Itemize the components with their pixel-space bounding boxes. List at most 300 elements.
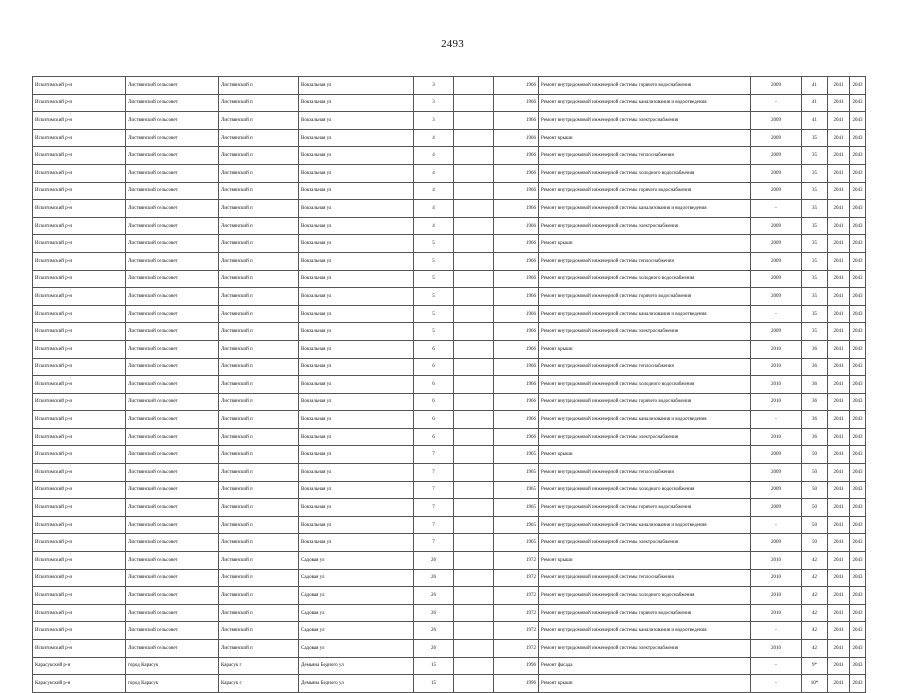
wear-percent-cell: 35 bbox=[802, 164, 828, 182]
district-cell: Искитимский р-н bbox=[33, 147, 126, 165]
table-row bbox=[33, 446, 866, 464]
district-cell: Искитимский р-н bbox=[33, 235, 126, 253]
last-repair-year-cell: 2009 bbox=[751, 217, 802, 235]
plan-start-year-cell: 2041 bbox=[828, 305, 850, 323]
build-year-cell: 1972 bbox=[494, 587, 539, 605]
plan-start-year-cell: 2041 bbox=[828, 587, 850, 605]
last-repair-year-cell: 2009 bbox=[751, 534, 802, 552]
plan-end-year-cell: 2043 bbox=[850, 200, 866, 218]
plan-start-year-cell: 2041 bbox=[828, 94, 850, 112]
table-row bbox=[33, 305, 866, 323]
last-repair-year-cell: 2010 bbox=[751, 569, 802, 587]
build-year-cell: 1972 bbox=[494, 604, 539, 622]
house-number-cell: 7 bbox=[414, 481, 454, 499]
plan-end-year-cell: 2043 bbox=[850, 129, 866, 147]
build-year-cell: 1966 bbox=[494, 323, 539, 341]
plan-end-year-cell: 2043 bbox=[850, 534, 866, 552]
work-type-cell: Ремонт внутридомовой инженерной системы электроснабжения bbox=[539, 217, 751, 235]
building-letter-cell bbox=[454, 481, 494, 499]
district-cell: Карасукский р-н bbox=[33, 657, 126, 675]
wear-percent-cell: 35 bbox=[802, 200, 828, 218]
build-year-cell: 1966 bbox=[494, 288, 539, 306]
table-row bbox=[33, 516, 866, 534]
wear-percent-cell: 50 bbox=[802, 534, 828, 552]
building-letter-cell bbox=[454, 411, 494, 429]
municipality-cell: Листвянский сельсовет bbox=[126, 604, 219, 622]
table-row bbox=[33, 657, 866, 675]
street-cell: Вокзальная ул bbox=[299, 516, 414, 534]
district-cell: Искитимский р-н bbox=[33, 428, 126, 446]
district-cell: Искитимский р-н bbox=[33, 411, 126, 429]
plan-start-year-cell: 2041 bbox=[828, 164, 850, 182]
building-letter-cell bbox=[454, 446, 494, 464]
district-cell: Искитимский р-н bbox=[33, 604, 126, 622]
municipality-cell: город Карасук bbox=[126, 675, 219, 693]
settlement-cell: Листвянский п bbox=[219, 587, 299, 605]
plan-end-year-cell: 2043 bbox=[850, 411, 866, 429]
house-number-cell: 15 bbox=[414, 657, 454, 675]
settlement-cell: Листвянский п bbox=[219, 534, 299, 552]
street-cell: Вокзальная ул bbox=[299, 358, 414, 376]
district-cell: Искитимский р-н bbox=[33, 164, 126, 182]
table-row bbox=[33, 200, 866, 218]
district-cell: Искитимский р-н bbox=[33, 94, 126, 112]
street-cell: Вокзальная ул bbox=[299, 288, 414, 306]
municipality-cell: Листвянский сельсовет bbox=[126, 270, 219, 288]
wear-percent-cell: 35 bbox=[802, 270, 828, 288]
work-type-cell: Ремонт внутридомовой инженерной системы холодного водоснабжения bbox=[539, 481, 751, 499]
last-repair-year-cell: - bbox=[751, 657, 802, 675]
settlement-cell: Листвянский п bbox=[219, 217, 299, 235]
plan-end-year-cell: 2043 bbox=[850, 112, 866, 130]
settlement-cell: Листвянский п bbox=[219, 164, 299, 182]
build-year-cell: 1965 bbox=[494, 499, 539, 517]
settlement-cell: Листвянский п bbox=[219, 516, 299, 534]
house-number-cell: 26 bbox=[414, 604, 454, 622]
settlement-cell: Листвянский п bbox=[219, 622, 299, 640]
plan-start-year-cell: 2041 bbox=[828, 340, 850, 358]
last-repair-year-cell: 2009 bbox=[751, 464, 802, 482]
building-letter-cell bbox=[454, 217, 494, 235]
settlement-cell: Листвянский п bbox=[219, 252, 299, 270]
build-year-cell: 1966 bbox=[494, 305, 539, 323]
municipality-cell: Листвянский сельсовет bbox=[126, 164, 219, 182]
building-letter-cell bbox=[454, 552, 494, 570]
plan-start-year-cell: 2041 bbox=[828, 217, 850, 235]
building-letter-cell bbox=[454, 323, 494, 341]
work-type-cell: Ремонт внутридомовой инженерной системы электроснабжения bbox=[539, 112, 751, 130]
district-cell: Искитимский р-н bbox=[33, 393, 126, 411]
street-cell: Садовая ул bbox=[299, 622, 414, 640]
wear-percent-cell: 42 bbox=[802, 640, 828, 658]
plan-end-year-cell: 2043 bbox=[850, 270, 866, 288]
wear-percent-cell: 50 bbox=[802, 481, 828, 499]
table-row bbox=[33, 411, 866, 429]
district-cell: Искитимский р-н bbox=[33, 516, 126, 534]
wear-percent-cell: 35 bbox=[802, 147, 828, 165]
street-cell: Демьяна Бедного ул bbox=[299, 675, 414, 693]
plan-end-year-cell: 2043 bbox=[850, 182, 866, 200]
wear-percent-cell: 50 bbox=[802, 464, 828, 482]
last-repair-year-cell: 2010 bbox=[751, 376, 802, 394]
work-type-cell: Ремонт внутридомовой инженерной системы горячего водоснабжения bbox=[539, 604, 751, 622]
plan-start-year-cell: 2041 bbox=[828, 200, 850, 218]
building-letter-cell bbox=[454, 235, 494, 253]
municipality-cell: Листвянский сельсовет bbox=[126, 411, 219, 429]
table-row bbox=[33, 358, 866, 376]
plan-end-year-cell: 2043 bbox=[850, 288, 866, 306]
municipality-cell: Листвянский сельсовет bbox=[126, 534, 219, 552]
build-year-cell: 1966 bbox=[494, 428, 539, 446]
house-number-cell: 26 bbox=[414, 552, 454, 570]
build-year-cell: 1965 bbox=[494, 446, 539, 464]
municipality-cell: Листвянский сельсовет bbox=[126, 147, 219, 165]
district-cell: Искитимский р-н bbox=[33, 288, 126, 306]
street-cell: Вокзальная ул bbox=[299, 464, 414, 482]
house-number-cell: 5 bbox=[414, 235, 454, 253]
build-year-cell: 1966 bbox=[494, 200, 539, 218]
last-repair-year-cell: 2009 bbox=[751, 252, 802, 270]
wear-percent-cell: 35 bbox=[802, 305, 828, 323]
municipality-cell: Листвянский сельсовет bbox=[126, 112, 219, 130]
work-type-cell: Ремонт крыши bbox=[539, 129, 751, 147]
plan-start-year-cell: 2041 bbox=[828, 640, 850, 658]
municipality-cell: Листвянский сельсовет bbox=[126, 393, 219, 411]
build-year-cell: 1966 bbox=[494, 129, 539, 147]
work-type-cell: Ремонт внутридомовой инженерной системы канализования и водоотведения bbox=[539, 516, 751, 534]
district-cell: Искитимский р-н bbox=[33, 77, 126, 95]
plan-end-year-cell: 2043 bbox=[850, 393, 866, 411]
build-year-cell: 1966 bbox=[494, 252, 539, 270]
work-type-cell: Ремонт внутридомовой инженерной системы канализования и водоотведения bbox=[539, 94, 751, 112]
work-type-cell: Ремонт внутридомовой инженерной системы теплоснабжения bbox=[539, 464, 751, 482]
plan-start-year-cell: 2041 bbox=[828, 323, 850, 341]
house-number-cell: 7 bbox=[414, 464, 454, 482]
plan-end-year-cell: 2043 bbox=[850, 94, 866, 112]
street-cell: Вокзальная ул bbox=[299, 411, 414, 429]
municipality-cell: Листвянский сельсовет bbox=[126, 640, 219, 658]
last-repair-year-cell: - bbox=[751, 622, 802, 640]
municipality-cell: Листвянский сельсовет bbox=[126, 358, 219, 376]
district-cell: Искитимский р-н bbox=[33, 305, 126, 323]
table-row bbox=[33, 552, 866, 570]
building-letter-cell bbox=[454, 657, 494, 675]
work-type-cell: Ремонт крыши bbox=[539, 675, 751, 693]
table-row bbox=[33, 164, 866, 182]
settlement-cell: Листвянский п bbox=[219, 464, 299, 482]
table-row bbox=[33, 604, 866, 622]
last-repair-year-cell: 2009 bbox=[751, 499, 802, 517]
wear-percent-cell: 41 bbox=[802, 94, 828, 112]
street-cell: Вокзальная ул bbox=[299, 446, 414, 464]
house-number-cell: 7 bbox=[414, 499, 454, 517]
wear-percent-cell: 36 bbox=[802, 340, 828, 358]
plan-start-year-cell: 2041 bbox=[828, 604, 850, 622]
municipality-cell: Листвянский сельсовет bbox=[126, 516, 219, 534]
last-repair-year-cell: 2009 bbox=[751, 270, 802, 288]
municipality-cell: Листвянский сельсовет bbox=[126, 376, 219, 394]
work-type-cell: Ремонт внутридомовой инженерной системы канализования и водоотведения bbox=[539, 200, 751, 218]
house-number-cell: 4 bbox=[414, 200, 454, 218]
district-cell: Искитимский р-н bbox=[33, 464, 126, 482]
house-number-cell: 5 bbox=[414, 288, 454, 306]
district-cell: Искитимский р-н bbox=[33, 552, 126, 570]
last-repair-year-cell: 2009 bbox=[751, 112, 802, 130]
build-year-cell: 1965 bbox=[494, 516, 539, 534]
plan-start-year-cell: 2041 bbox=[828, 675, 850, 693]
house-number-cell: 3 bbox=[414, 94, 454, 112]
plan-end-year-cell: 2043 bbox=[850, 164, 866, 182]
district-cell: Искитимский р-н bbox=[33, 534, 126, 552]
plan-start-year-cell: 2041 bbox=[828, 622, 850, 640]
plan-end-year-cell: 2043 bbox=[850, 358, 866, 376]
last-repair-year-cell: - bbox=[751, 516, 802, 534]
build-year-cell: 1966 bbox=[494, 270, 539, 288]
house-number-cell: 26 bbox=[414, 622, 454, 640]
work-type-cell: Ремонт крыши bbox=[539, 340, 751, 358]
municipality-cell: город Карасук bbox=[126, 657, 219, 675]
last-repair-year-cell: 2010 bbox=[751, 393, 802, 411]
house-number-cell: 15 bbox=[414, 675, 454, 693]
street-cell: Демьяна Бедного ул bbox=[299, 657, 414, 675]
work-type-cell: Ремонт внутридомовой инженерной системы горячего водоснабжения bbox=[539, 499, 751, 517]
settlement-cell: Листвянский п bbox=[219, 323, 299, 341]
table-row bbox=[33, 94, 866, 112]
house-number-cell: 4 bbox=[414, 129, 454, 147]
municipality-cell: Листвянский сельсовет bbox=[126, 252, 219, 270]
house-number-cell: 4 bbox=[414, 147, 454, 165]
house-number-cell: 5 bbox=[414, 270, 454, 288]
settlement-cell: Карасук г bbox=[219, 675, 299, 693]
last-repair-year-cell: 2009 bbox=[751, 323, 802, 341]
building-letter-cell bbox=[454, 288, 494, 306]
settlement-cell: Листвянский п bbox=[219, 235, 299, 253]
street-cell: Садовая ул bbox=[299, 587, 414, 605]
plan-start-year-cell: 2041 bbox=[828, 411, 850, 429]
building-letter-cell bbox=[454, 675, 494, 693]
plan-start-year-cell: 2041 bbox=[828, 481, 850, 499]
house-number-cell: 7 bbox=[414, 446, 454, 464]
table-row bbox=[33, 587, 866, 605]
settlement-cell: Карасук г bbox=[219, 657, 299, 675]
work-type-cell: Ремонт крыши bbox=[539, 235, 751, 253]
work-type-cell: Ремонт крыши bbox=[539, 446, 751, 464]
table-row bbox=[33, 235, 866, 253]
plan-end-year-cell: 2043 bbox=[850, 305, 866, 323]
street-cell: Вокзальная ул bbox=[299, 376, 414, 394]
settlement-cell: Листвянский п bbox=[219, 640, 299, 658]
building-letter-cell bbox=[454, 147, 494, 165]
wear-percent-cell: 35 bbox=[802, 252, 828, 270]
plan-start-year-cell: 2041 bbox=[828, 182, 850, 200]
street-cell: Вокзальная ул bbox=[299, 235, 414, 253]
work-type-cell: Ремонт внутридомовой инженерной системы канализования и водоотведения bbox=[539, 622, 751, 640]
plan-start-year-cell: 2041 bbox=[828, 235, 850, 253]
building-letter-cell bbox=[454, 200, 494, 218]
street-cell: Вокзальная ул bbox=[299, 182, 414, 200]
last-repair-year-cell: 2010 bbox=[751, 604, 802, 622]
wear-percent-cell: 50 bbox=[802, 446, 828, 464]
municipality-cell: Листвянский сельсовет bbox=[126, 288, 219, 306]
plan-end-year-cell: 2043 bbox=[850, 640, 866, 658]
house-number-cell: 4 bbox=[414, 217, 454, 235]
wear-percent-cell: 36 bbox=[802, 358, 828, 376]
work-type-cell: Ремонт внутридомовой инженерной системы горячего водоснабжения bbox=[539, 288, 751, 306]
house-number-cell: 5 bbox=[414, 252, 454, 270]
street-cell: Вокзальная ул bbox=[299, 323, 414, 341]
building-letter-cell bbox=[454, 534, 494, 552]
work-type-cell: Ремонт внутридомовой инженерной системы электроснабжения bbox=[539, 534, 751, 552]
district-cell: Искитимский р-н bbox=[33, 182, 126, 200]
work-type-cell: Ремонт внутридомовой инженерной системы горячего водоснабжения bbox=[539, 182, 751, 200]
build-year-cell: 1972 bbox=[494, 622, 539, 640]
municipality-cell: Листвянский сельсовет bbox=[126, 552, 219, 570]
table-row bbox=[33, 534, 866, 552]
work-type-cell: Ремонт внутридомовой инженерной системы канализования и водоотведения bbox=[539, 305, 751, 323]
wear-percent-cell: 42 bbox=[802, 604, 828, 622]
wear-percent-cell: 42 bbox=[802, 587, 828, 605]
building-letter-cell bbox=[454, 305, 494, 323]
municipality-cell: Листвянский сельсовет bbox=[126, 499, 219, 517]
wear-percent-cell: 35 bbox=[802, 129, 828, 147]
house-number-cell: 26 bbox=[414, 640, 454, 658]
wear-percent-cell: 36 bbox=[802, 428, 828, 446]
last-repair-year-cell: 2009 bbox=[751, 235, 802, 253]
building-letter-cell bbox=[454, 252, 494, 270]
plan-end-year-cell: 2043 bbox=[850, 235, 866, 253]
table-row bbox=[33, 569, 866, 587]
plan-start-year-cell: 2041 bbox=[828, 358, 850, 376]
last-repair-year-cell: 2009 bbox=[751, 147, 802, 165]
last-repair-year-cell: 2009 bbox=[751, 182, 802, 200]
plan-end-year-cell: 2043 bbox=[850, 376, 866, 394]
district-cell: Искитимский р-н bbox=[33, 323, 126, 341]
build-year-cell: 1966 bbox=[494, 340, 539, 358]
house-number-cell: 3 bbox=[414, 112, 454, 130]
work-type-cell: Ремонт внутридомовой инженерной системы холодного водоснабжения bbox=[539, 270, 751, 288]
district-cell: Искитимский р-н bbox=[33, 129, 126, 147]
district-cell: Искитимский р-н bbox=[33, 217, 126, 235]
house-number-cell: 6 bbox=[414, 393, 454, 411]
plan-end-year-cell: 2043 bbox=[850, 604, 866, 622]
settlement-cell: Листвянский п bbox=[219, 340, 299, 358]
building-letter-cell bbox=[454, 587, 494, 605]
house-number-cell: 4 bbox=[414, 164, 454, 182]
municipality-cell: Листвянский сельсовет bbox=[126, 235, 219, 253]
last-repair-year-cell: - bbox=[751, 305, 802, 323]
last-repair-year-cell: 2010 bbox=[751, 428, 802, 446]
plan-start-year-cell: 2041 bbox=[828, 129, 850, 147]
last-repair-year-cell: 2010 bbox=[751, 552, 802, 570]
settlement-cell: Листвянский п bbox=[219, 358, 299, 376]
table-row bbox=[33, 323, 866, 341]
build-year-cell: 1966 bbox=[494, 112, 539, 130]
street-cell: Садовая ул bbox=[299, 569, 414, 587]
build-year-cell: 1966 bbox=[494, 235, 539, 253]
building-letter-cell bbox=[454, 358, 494, 376]
building-letter-cell bbox=[454, 622, 494, 640]
house-number-cell: 6 bbox=[414, 358, 454, 376]
table-row bbox=[33, 129, 866, 147]
settlement-cell: Листвянский п bbox=[219, 94, 299, 112]
settlement-cell: Листвянский п bbox=[219, 569, 299, 587]
work-type-cell: Ремонт внутридомовой инженерной системы теплоснабжения bbox=[539, 252, 751, 270]
settlement-cell: Листвянский п bbox=[219, 129, 299, 147]
wear-percent-cell: 50 bbox=[802, 499, 828, 517]
work-type-cell: Ремонт внутридомовой инженерной системы канализования и водоотведения bbox=[539, 411, 751, 429]
wear-percent-cell: 35 bbox=[802, 288, 828, 306]
wear-percent-cell: 9* bbox=[802, 657, 828, 675]
building-letter-cell bbox=[454, 129, 494, 147]
wear-percent-cell: 36 bbox=[802, 411, 828, 429]
build-year-cell: 1966 bbox=[494, 393, 539, 411]
municipality-cell: Листвянский сельсовет bbox=[126, 77, 219, 95]
last-repair-year-cell: 2009 bbox=[751, 481, 802, 499]
house-number-cell: 5 bbox=[414, 323, 454, 341]
work-type-cell: Ремонт внутридомовой инженерной системы холодного водоснабжения bbox=[539, 587, 751, 605]
build-year-cell: 1966 bbox=[494, 147, 539, 165]
table-row bbox=[33, 217, 866, 235]
street-cell: Вокзальная ул bbox=[299, 252, 414, 270]
street-cell: Вокзальная ул bbox=[299, 129, 414, 147]
last-repair-year-cell: 2009 bbox=[751, 446, 802, 464]
plan-start-year-cell: 2041 bbox=[828, 446, 850, 464]
plan-start-year-cell: 2041 bbox=[828, 393, 850, 411]
table-row bbox=[33, 640, 866, 658]
plan-start-year-cell: 2041 bbox=[828, 147, 850, 165]
plan-end-year-cell: 2043 bbox=[850, 569, 866, 587]
build-year-cell: 1965 bbox=[494, 534, 539, 552]
build-year-cell: 1966 bbox=[494, 94, 539, 112]
street-cell: Вокзальная ул bbox=[299, 340, 414, 358]
street-cell: Вокзальная ул bbox=[299, 77, 414, 95]
street-cell: Вокзальная ул bbox=[299, 112, 414, 130]
table-row bbox=[33, 147, 866, 165]
street-cell: Вокзальная ул bbox=[299, 164, 414, 182]
settlement-cell: Листвянский п bbox=[219, 147, 299, 165]
municipality-cell: Листвянский сельсовет bbox=[126, 129, 219, 147]
table-body bbox=[33, 77, 866, 693]
build-year-cell: 1966 bbox=[494, 164, 539, 182]
street-cell: Вокзальная ул bbox=[299, 499, 414, 517]
plan-end-year-cell: 2043 bbox=[850, 217, 866, 235]
plan-start-year-cell: 2041 bbox=[828, 464, 850, 482]
last-repair-year-cell: 2010 bbox=[751, 358, 802, 376]
settlement-cell: Листвянский п bbox=[219, 499, 299, 517]
street-cell: Вокзальная ул bbox=[299, 147, 414, 165]
municipality-cell: Листвянский сельсовет bbox=[126, 446, 219, 464]
last-repair-year-cell: - bbox=[751, 200, 802, 218]
plan-start-year-cell: 2041 bbox=[828, 516, 850, 534]
build-year-cell: 1966 bbox=[494, 376, 539, 394]
building-letter-cell bbox=[454, 340, 494, 358]
settlement-cell: Листвянский п bbox=[219, 182, 299, 200]
house-number-cell: 26 bbox=[414, 569, 454, 587]
last-repair-year-cell: 2010 bbox=[751, 640, 802, 658]
municipality-cell: Листвянский сельсовет bbox=[126, 481, 219, 499]
build-year-cell: 1966 bbox=[494, 77, 539, 95]
district-cell: Искитимский р-н bbox=[33, 270, 126, 288]
municipality-cell: Листвянский сельсовет bbox=[126, 182, 219, 200]
municipality-cell: Листвянский сельсовет bbox=[126, 622, 219, 640]
table-row bbox=[33, 77, 866, 95]
settlement-cell: Листвянский п bbox=[219, 552, 299, 570]
table-row bbox=[33, 675, 866, 693]
last-repair-year-cell: - bbox=[751, 675, 802, 693]
plan-end-year-cell: 2043 bbox=[850, 587, 866, 605]
district-cell: Искитимский р-н bbox=[33, 622, 126, 640]
street-cell: Вокзальная ул bbox=[299, 481, 414, 499]
